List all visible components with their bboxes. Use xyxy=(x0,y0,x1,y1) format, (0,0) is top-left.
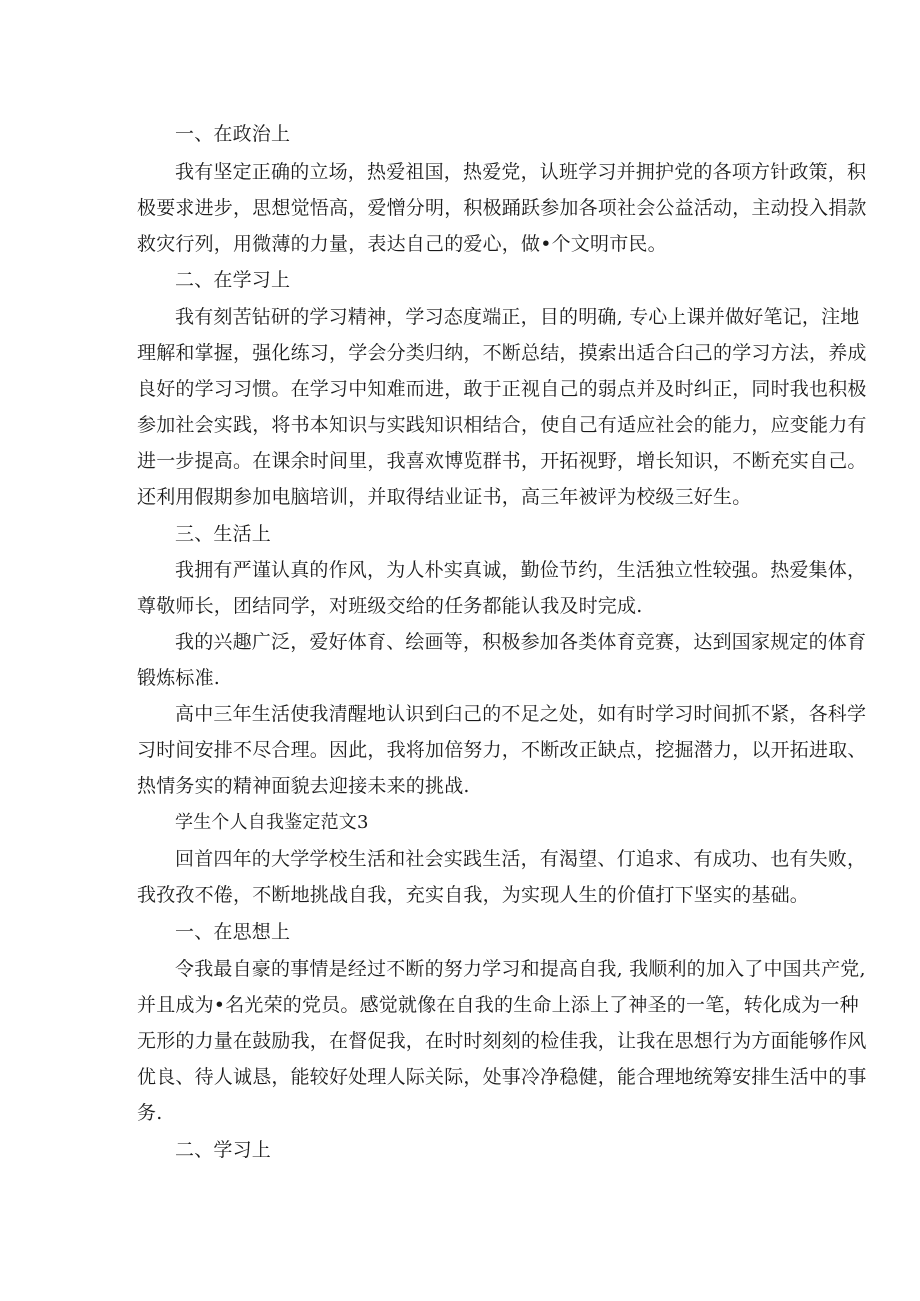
paragraph-line: 我有坚定正确的立场，热爱祖国，热爱党，认班学习并拥护党的各项方针政策，积 xyxy=(175,161,867,183)
paragraph-line: 热情务实的精神面貌去迎接未来的挑战. xyxy=(137,775,470,797)
paragraph-line: 令我最自豪的事情是经过不断的努力学习和提高自我, 我顺利的加入了中国共产党, xyxy=(175,958,866,980)
paragraph-line: 务. xyxy=(137,1102,163,1124)
section-heading-politics: 一、在政治上 xyxy=(175,123,291,145)
paragraph-line: 救灾行列，用微薄的力量，表达自己的爱心，做•个文明市民。 xyxy=(137,233,667,255)
paragraph-line: 参加社会实践，将书本知识与实践知识相结合，使自己有适应社会的能力，应变能力有 xyxy=(137,414,867,436)
paragraph-line: 我的兴趣广泛，爱好体育、绘画等，积极参加各类体育竞赛，达到国家规定的体育 xyxy=(175,631,867,653)
paragraph-line: 我有刻苦钻研的学习精神，学习态度端正，目的明确, 专心上课并做好笔记，注地 xyxy=(175,306,860,328)
paragraph-line: 锻炼标准. xyxy=(137,667,221,689)
paragraph-line: 极要求进步，思想觉悟高，爱憎分明，积极踊跃参加各项社会公益活动，主动投入捐款 xyxy=(137,197,867,219)
paragraph-line: 良好的学习习惯。在学习中知难而进，敢于正视自己的弱点并及时纠正，同时我也积极 xyxy=(137,378,867,400)
section-heading-study: 二、在学习上 xyxy=(175,269,291,291)
paragraph-line: 高中三年生活使我清醒地认识到臼己的不足之处，如有时学习时间抓不紧，各科学 xyxy=(175,703,867,725)
essay-title: 学生个人自我鉴定范文3 xyxy=(175,812,369,833)
section-heading-thought: 一、在思想上 xyxy=(175,921,291,943)
paragraph-line: 优良、待人诚恳，能较好处理人际关际，处事冷净稳健，能合理地统筹安排生活中的事 xyxy=(137,1066,867,1088)
paragraph-line: 我孜孜不倦，不断地挑战自我，充实自我，为实现人生的价值打下坚实的基础。 xyxy=(137,884,810,906)
paragraph-line: 习时间安排不尽合理。因此，我将加倍努力，不断改正缺点，挖掘潜力，以开拓进取、 xyxy=(137,739,867,761)
paragraph-line: 并且成为•名光荣的党员。感觉就像在自我的生命上添上了神圣的一笔，转化成为一种 xyxy=(137,994,859,1016)
paragraph-line: 尊敬师长，团结同学，对班级交给的任务都能认我及时完成. xyxy=(137,595,643,617)
paragraph-line: 无形的力量在鼓励我，在督促我，在时时刻刻的检佳我，让我在思想行为方面能够作风 xyxy=(137,1030,867,1052)
section-heading-life: 三、生活上 xyxy=(175,523,272,545)
paragraph-line: 回首四年的大学学校生活和社会实践生活，有渴望、仃追求、有成功、也有失败， xyxy=(175,848,867,870)
paragraph-line: 理解和掌握，强化练习，学会分类归纳，不断总结，摸索出适合臼己的学习方法，养成 xyxy=(137,342,867,364)
paragraph-line: 进一步提高。在课余时间里，我喜欢博览群书，开拓视野，增长知识，不断充实自己。 xyxy=(137,450,867,472)
paragraph-line: 还利用假期参加电脑培训，并取得结业证书，高三年被评为校级三好生。 xyxy=(137,486,752,508)
paragraph-line: 我拥有严谨认真的作风，为人朴实真诚，勤俭节约，生活独立性较强。热爱集体， xyxy=(175,559,867,581)
section-heading-study2: 二、学习上 xyxy=(175,1139,272,1161)
